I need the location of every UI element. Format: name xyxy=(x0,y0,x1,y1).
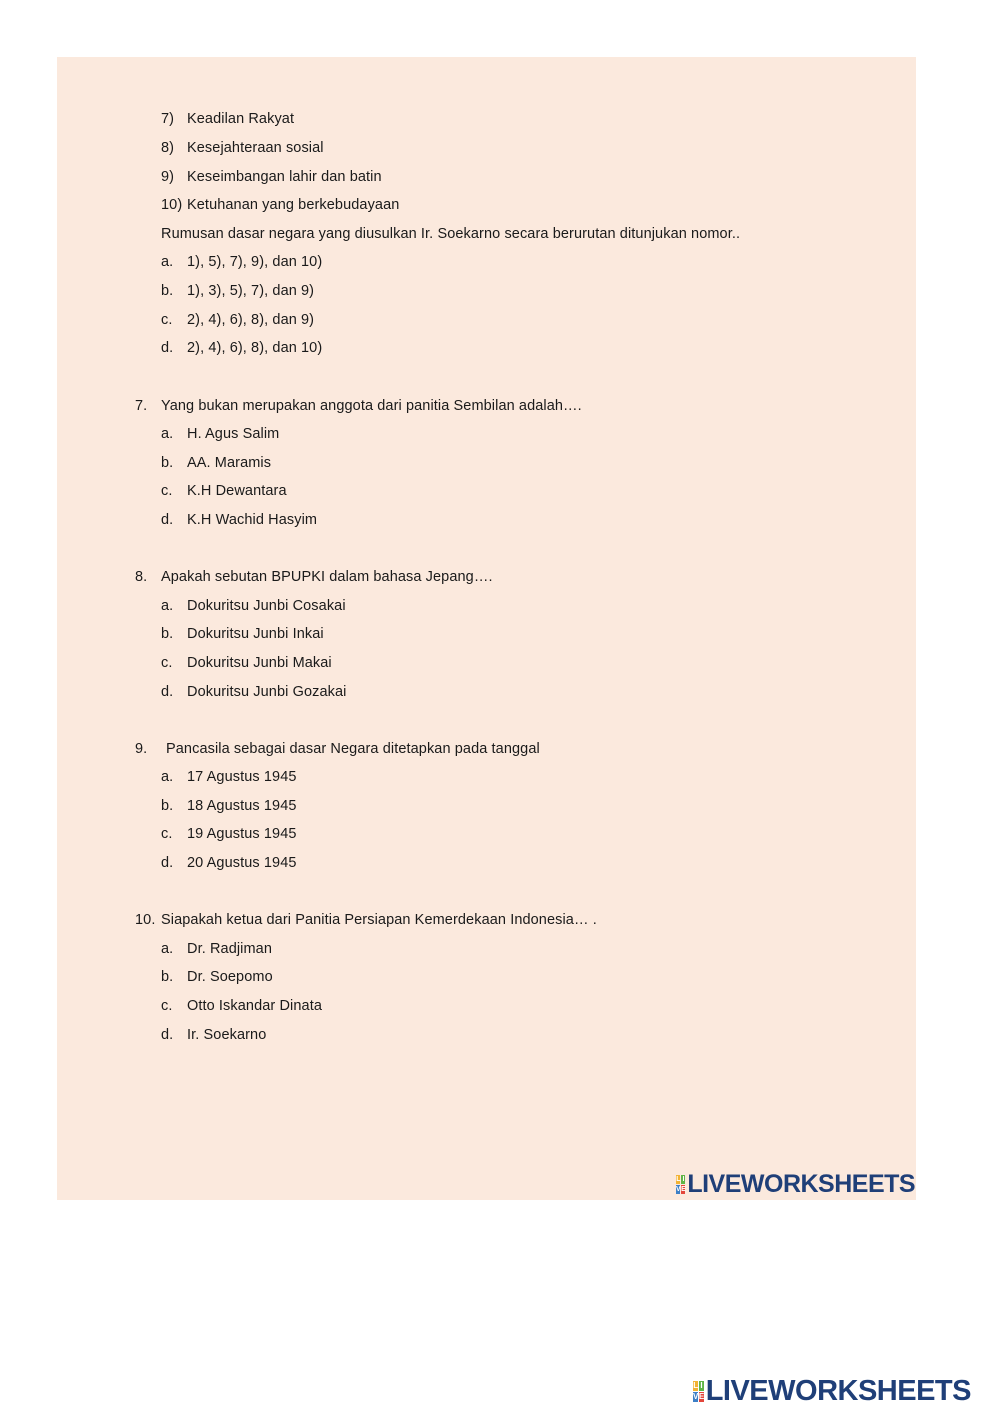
option-letter: a. xyxy=(161,941,174,957)
question-number: 7. xyxy=(135,398,148,414)
worksheet-page xyxy=(57,57,916,1200)
option-letter: d. xyxy=(161,340,174,356)
list-item-text: Keadilan Rakyat xyxy=(187,111,295,127)
question-text: Apakah sebutan BPUPKI dalam bahasa Jepang…. xyxy=(161,569,493,585)
option-text: 18 Agustus 1945 xyxy=(187,798,297,814)
option-text: Dokuritsu Junbi Makai xyxy=(187,655,332,671)
option-text: Dr. Soepomo xyxy=(187,969,273,985)
brand-name: LIVEWORKSHEETS xyxy=(687,1169,916,1198)
option-letter: b. xyxy=(161,455,174,471)
option-text: Dokuritsu Junbi Inkai xyxy=(187,626,324,642)
logo-icon: L I V E xyxy=(676,1175,686,1193)
option-text: 1), 3), 5), 7), dan 9) xyxy=(187,283,315,299)
question-text: Yang bukan merupakan anggota dari panitia Sembilan adalah…. xyxy=(161,398,582,414)
option-text: 19 Agustus 1945 xyxy=(187,826,297,842)
question-text: Rumusan dasar negara yang diusulkan Ir. Soekarno secara berurutan ditunjukan nomor.. xyxy=(161,226,741,242)
option-letter: b. xyxy=(161,626,174,642)
option-letter: a. xyxy=(161,254,174,270)
list-item-number: 8) xyxy=(161,140,175,156)
list-item-text: Keseimbangan lahir dan batin xyxy=(187,169,382,185)
option-text: 1), 5), 7), 9), dan 10) xyxy=(187,254,323,270)
option-text: 2), 4), 6), 8), dan 9) xyxy=(187,312,315,328)
option-text: K.H Dewantara xyxy=(187,483,287,499)
list-item-number: 9) xyxy=(161,169,175,185)
option-letter: d. xyxy=(161,855,174,871)
logo-icon: L I V E xyxy=(693,1380,704,1401)
option-text: 20 Agustus 1945 xyxy=(187,855,297,871)
question-text: Siapakah ketua dari Panitia Persiapan Kemerdekaan Indonesia… . xyxy=(161,912,597,928)
option-letter: b. xyxy=(161,798,174,814)
option-letter: a. xyxy=(161,769,174,785)
option-letter: a. xyxy=(161,426,174,442)
option-letter: c. xyxy=(161,826,173,842)
option-letter: d. xyxy=(161,684,174,700)
question-number: 9. xyxy=(135,741,148,757)
question-text: Pancasila sebagai dasar Negara ditetapkan pada tanggal xyxy=(166,741,540,757)
option-text: Dokuritsu Junbi Gozakai xyxy=(187,684,347,700)
option-text: Otto Iskandar Dinata xyxy=(187,998,322,1014)
option-letter: d. xyxy=(161,512,174,528)
list-item-number: 7) xyxy=(161,111,175,127)
list-item-number: 10) xyxy=(161,197,183,213)
option-text: 17 Agustus 1945 xyxy=(187,769,297,785)
option-text: Ir. Soekarno xyxy=(187,1027,267,1043)
brand-name: LIVEWORKSHEETS xyxy=(705,1374,971,1407)
option-letter: b. xyxy=(161,969,174,985)
option-letter: b. xyxy=(161,283,174,299)
option-letter: a. xyxy=(161,598,174,614)
option-letter: c. xyxy=(161,483,173,499)
question-number: 10. xyxy=(135,912,156,928)
liveworksheets-logo-footer xyxy=(693,1375,971,1407)
option-letter: c. xyxy=(161,655,173,671)
option-text: H. Agus Salim xyxy=(187,426,280,442)
list-item-text: Kesejahteraan sosial xyxy=(187,140,324,156)
liveworksheets-logo xyxy=(676,1170,915,1198)
option-text: K.H Wachid Hasyim xyxy=(187,512,318,528)
option-text: AA. Maramis xyxy=(187,455,272,471)
option-text: 2), 4), 6), 8), dan 10) xyxy=(187,340,323,356)
question-number: 8. xyxy=(135,569,148,585)
option-letter: c. xyxy=(161,312,173,328)
option-letter: d. xyxy=(161,1027,174,1043)
option-letter: c. xyxy=(161,998,173,1014)
list-item-text: Ketuhanan yang berkebudayaan xyxy=(187,197,400,213)
option-text: Dr. Radjiman xyxy=(187,941,273,957)
option-text: Dokuritsu Junbi Cosakai xyxy=(187,598,346,614)
